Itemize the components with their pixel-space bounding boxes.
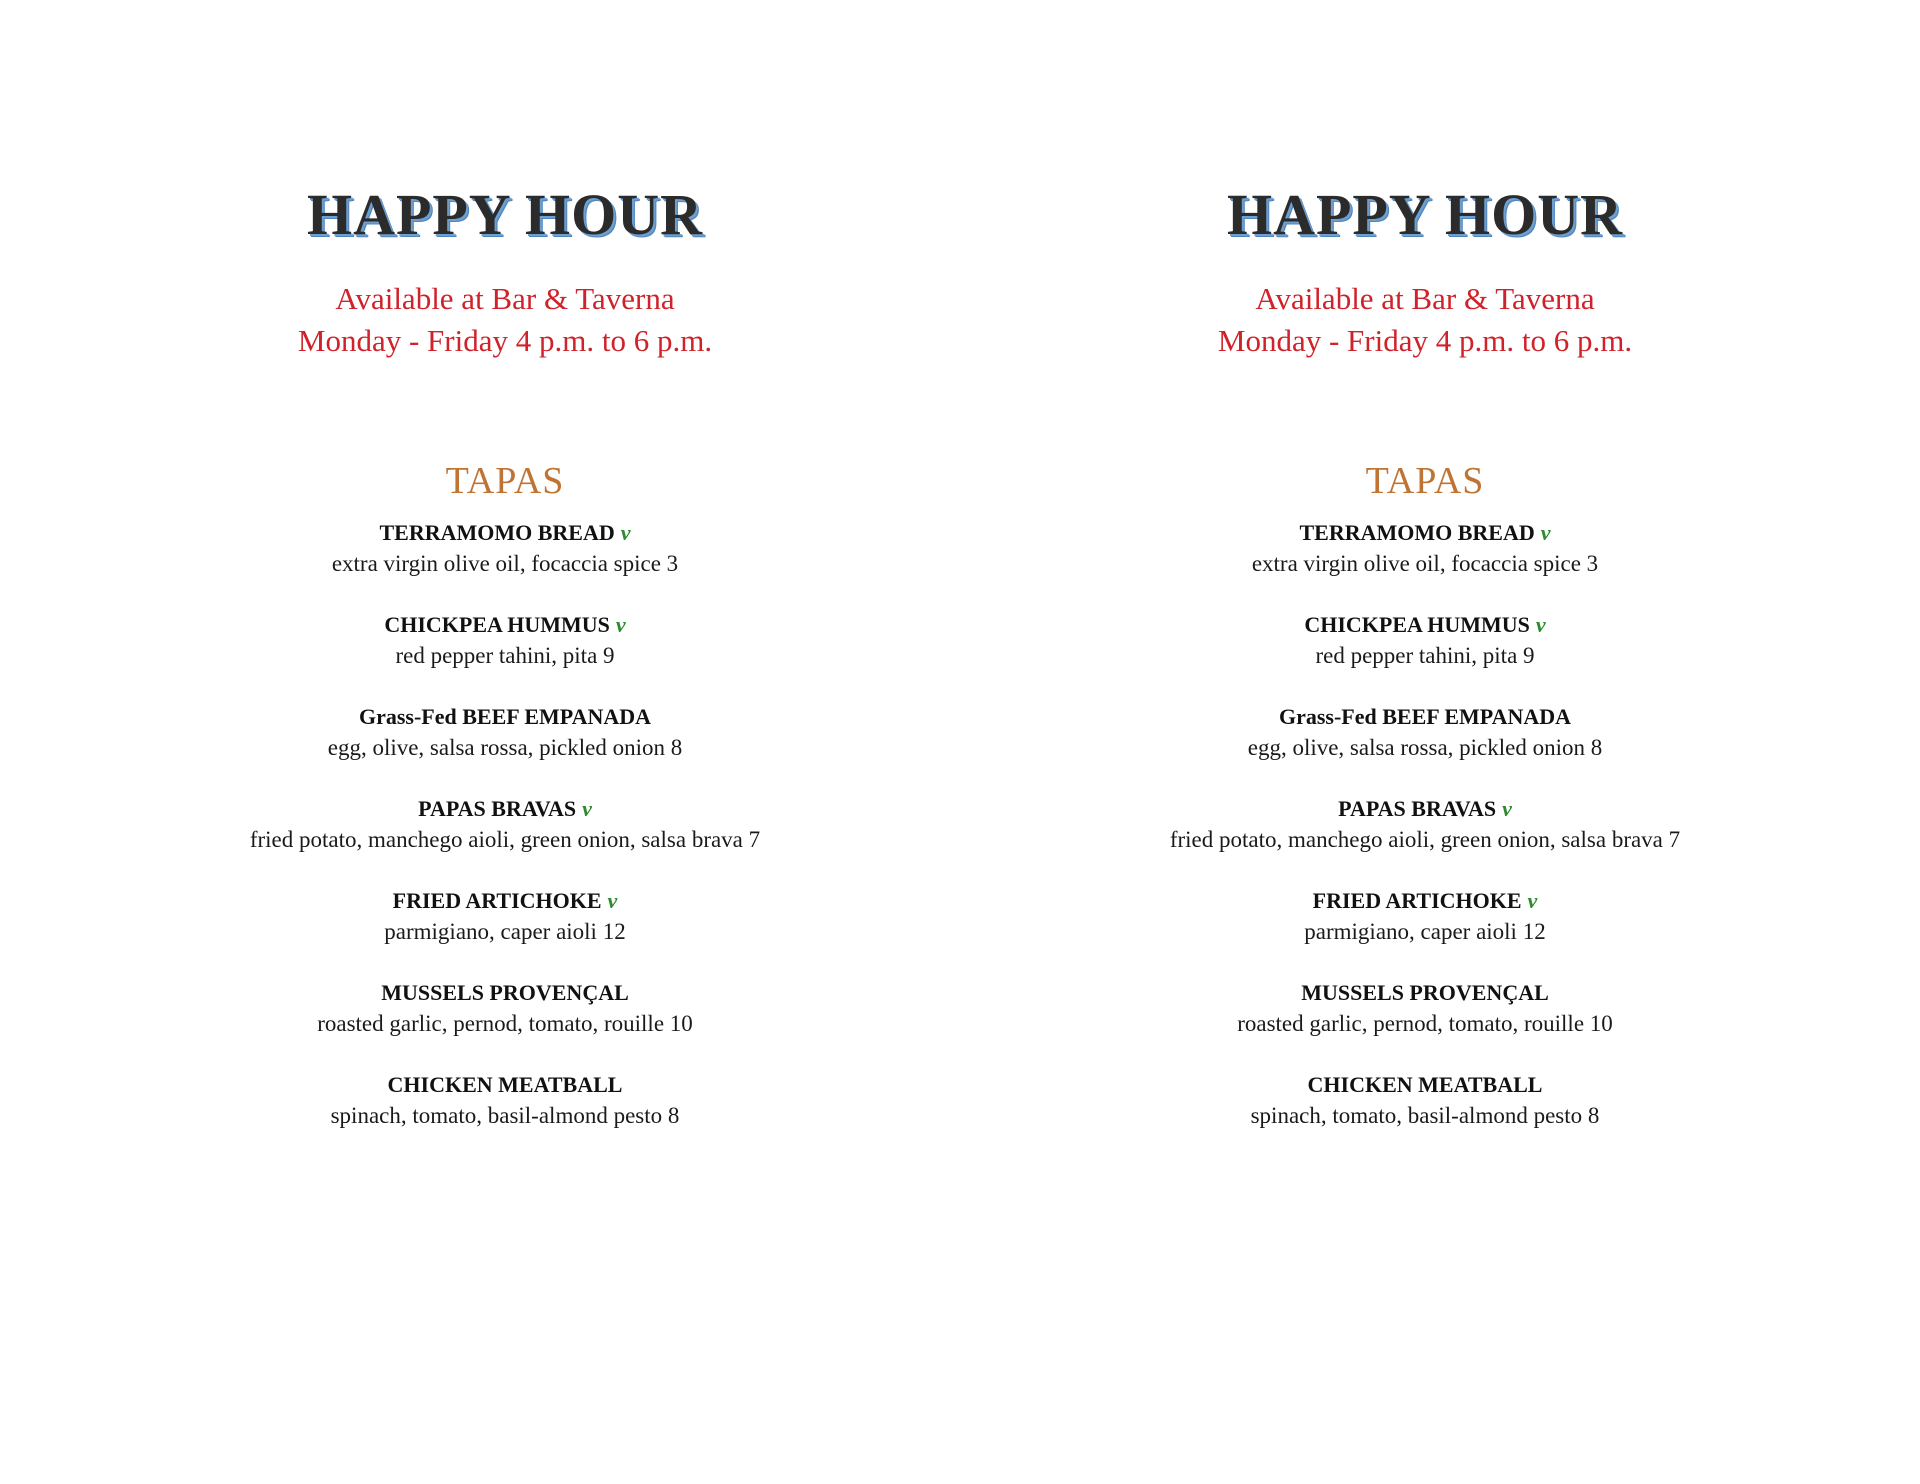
happy-hour-title: HAPPY HOUR xyxy=(306,182,704,247)
menu-item xyxy=(995,518,1855,580)
section-title-tapas: TAPAS xyxy=(1365,460,1485,502)
menu-item xyxy=(995,1070,1855,1132)
item-name: PAPAS BRAVAS xyxy=(1338,796,1497,821)
item-description: spinach, tomato, basil-almond pesto 8 xyxy=(1250,1103,1600,1128)
item-name: TERRAMOMO BREAD xyxy=(379,520,615,545)
vegetarian-mark: v xyxy=(615,612,626,637)
item-description: egg, olive, salsa rossa, pickled onion 8 xyxy=(327,735,683,760)
menu-item xyxy=(75,518,935,580)
item-description: red pepper tahini, pita 9 xyxy=(1315,643,1535,668)
item-name: MUSSELS PROVENÇAL xyxy=(381,980,629,1005)
menu-items-list xyxy=(995,518,1855,1132)
item-name: MUSSELS PROVENÇAL xyxy=(1301,980,1549,1005)
item-description: fried potato, manchego aioli, green onion, salsa brava 7 xyxy=(1169,827,1681,852)
vegetarian-mark: v xyxy=(1527,888,1538,913)
vegetarian-mark: v xyxy=(1540,520,1551,545)
vegetarian-mark: v xyxy=(582,796,592,821)
availability-location: Available at Bar & Taverna xyxy=(335,281,675,316)
item-description: red pepper tahini, pita 9 xyxy=(395,643,615,668)
item-description: spinach, tomato, basil-almond pesto 8 xyxy=(330,1103,680,1128)
item-name: Grass-Fed BEEF EMPANADA xyxy=(1278,704,1572,729)
menu-item xyxy=(995,886,1855,948)
menu-item xyxy=(75,886,935,948)
item-name: CHICKPEA HUMMUS xyxy=(1304,612,1530,637)
menu-item xyxy=(995,794,1855,856)
item-name: PAPAS BRAVAS xyxy=(418,796,577,821)
menu-item xyxy=(995,978,1855,1040)
item-name: CHICKEN MEATBALL xyxy=(1307,1072,1543,1097)
item-name: TERRAMOMO BREAD xyxy=(1299,520,1535,545)
vegetarian-mark: v xyxy=(607,888,618,913)
vegetarian-mark: v xyxy=(620,520,631,545)
item-name: Grass-Fed BEEF EMPANADA xyxy=(358,704,652,729)
item-description: roasted garlic, pernod, tomato, rouille 10 xyxy=(1237,1011,1613,1036)
item-name: CHICKPEA HUMMUS xyxy=(384,612,610,637)
menu-items-list xyxy=(75,518,935,1132)
section-title-tapas: TAPAS xyxy=(445,460,565,502)
item-description: extra virgin olive oil, focaccia spice 3 xyxy=(1251,551,1599,576)
vegetarian-mark: v xyxy=(1502,796,1512,821)
item-description: egg, olive, salsa rossa, pickled onion 8 xyxy=(1247,735,1603,760)
menu-item xyxy=(75,978,935,1040)
menu-item xyxy=(75,702,935,764)
vegetarian-mark: v xyxy=(1535,612,1546,637)
availability-hours: Monday - Friday 4 p.m. to 6 p.m. xyxy=(1217,323,1633,358)
availability-location: Available at Bar & Taverna xyxy=(1255,281,1595,316)
item-name: FRIED ARTICHOKE xyxy=(1312,888,1522,913)
availability-info xyxy=(995,278,1855,362)
item-description: roasted garlic, pernod, tomato, rouille 10 xyxy=(317,1011,693,1036)
menu-item xyxy=(995,610,1855,672)
happy-hour-title: HAPPY HOUR xyxy=(1226,182,1624,247)
menu-item xyxy=(995,702,1855,764)
menu-item xyxy=(75,794,935,856)
menu-item xyxy=(75,610,935,672)
item-description: parmigiano, caper aioli 12 xyxy=(384,919,626,944)
menu-item xyxy=(75,1070,935,1132)
item-description: fried potato, manchego aioli, green onion, salsa brava 7 xyxy=(249,827,761,852)
menu-panel-right xyxy=(995,180,1855,1162)
availability-info xyxy=(75,278,935,362)
item-description: parmigiano, caper aioli 12 xyxy=(1304,919,1546,944)
item-name: FRIED ARTICHOKE xyxy=(392,888,602,913)
item-name: CHICKEN MEATBALL xyxy=(387,1072,623,1097)
menu-panel-left xyxy=(75,180,935,1162)
availability-hours: Monday - Friday 4 p.m. to 6 p.m. xyxy=(297,323,713,358)
item-description: extra virgin olive oil, focaccia spice 3 xyxy=(331,551,679,576)
